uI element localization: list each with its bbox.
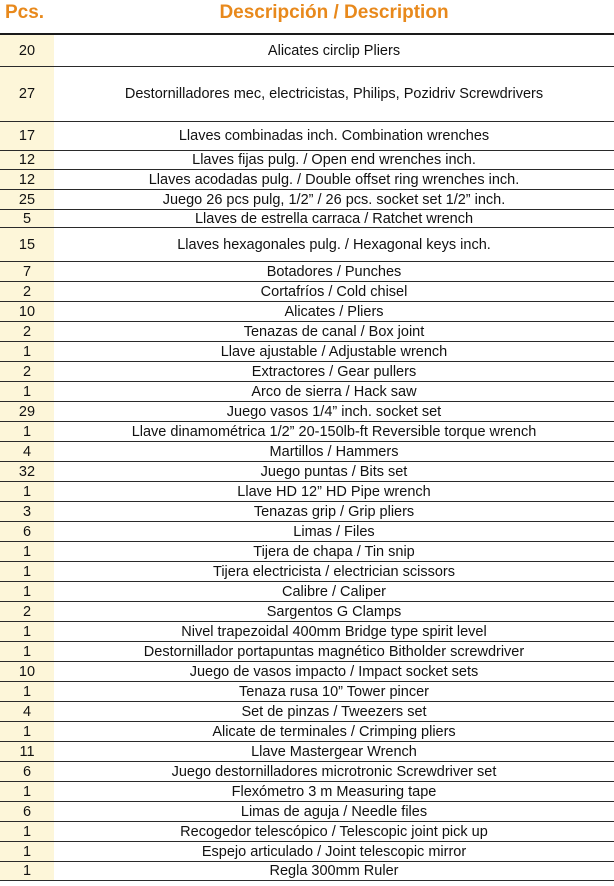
pcs-cell: 5: [0, 210, 54, 227]
pcs-cell: 32: [0, 462, 54, 481]
table-row: [0, 322, 614, 342]
pcs-cell: 7: [0, 262, 54, 281]
description-cell: Nivel trapezoidal 400mm Bridge type spirit level: [181, 623, 487, 640]
description-cell: Llaves acodadas pulg. / Double offset ring wrenches inch.: [148, 171, 520, 188]
pcs-cell: 11: [0, 742, 54, 761]
table-row: [0, 482, 614, 502]
pcs-cell: 27: [0, 67, 54, 121]
table-row: [0, 35, 614, 67]
description-cell: Regla 300mm Ruler: [269, 863, 399, 879]
pcs-cell: 1: [0, 382, 54, 401]
table-row: [0, 822, 614, 842]
table-row: [0, 742, 614, 762]
table-row: [0, 342, 614, 362]
description-cell: Llave ajustable / Adjustable wrench: [220, 343, 448, 360]
pcs-cell: 1: [0, 342, 54, 361]
table-row: [0, 662, 614, 682]
description-cell: Tenazas de canal / Box joint: [243, 323, 425, 340]
description-cell: Alicates circlip Pliers: [267, 42, 401, 59]
table-row: [0, 422, 614, 442]
pcs-cell: 1: [0, 782, 54, 801]
pcs-cell: 6: [0, 522, 54, 541]
table-row: [0, 562, 614, 582]
table-row: [0, 302, 614, 322]
pcs-cell: 12: [0, 151, 54, 169]
pcs-cell: 1: [0, 822, 54, 841]
table-row: [0, 722, 614, 742]
description-cell: Llave HD 12” HD Pipe wrench: [237, 483, 431, 500]
description-cell: Botadores / Punches: [266, 263, 402, 280]
pcs-cell: 1: [0, 482, 54, 501]
description-cell: Espejo articulado / Joint telescopic mirror: [201, 843, 467, 860]
pcs-cell: 4: [0, 702, 54, 721]
pcs-cell: 1: [0, 542, 54, 561]
table-row: [0, 542, 614, 562]
description-cell: Juego 26 pcs pulg, 1/2” / 26 pcs. socket set 1/2” inch.: [162, 191, 506, 208]
pcs-cell: 2: [0, 282, 54, 301]
table-row: [0, 442, 614, 462]
pcs-cell: 12: [0, 170, 54, 189]
description-cell: Destornillador portapuntas magnético Bitholder screwdriver: [143, 643, 525, 660]
table-row: [0, 602, 614, 622]
table-row: [0, 228, 614, 262]
pcs-cell: 1: [0, 622, 54, 641]
description-cell: Arco de sierra / Hack saw: [251, 383, 417, 400]
description-cell: Llave Mastergear Wrench: [251, 743, 417, 760]
description-cell: Set de pinzas / Tweezers set: [241, 703, 427, 720]
description-cell: Tijera electricista / electrician scissors: [213, 563, 455, 580]
table-row: [0, 522, 614, 542]
description-cell: Limas de aguja / Needle files: [240, 803, 428, 820]
table-row: [0, 802, 614, 822]
pcs-cell: 2: [0, 322, 54, 341]
table-row: [0, 502, 614, 522]
header-description: Descripción / Description: [219, 2, 449, 23]
table-row: [0, 702, 614, 722]
pcs-cell: 1: [0, 422, 54, 441]
pcs-cell: 10: [0, 302, 54, 321]
table-row: [0, 462, 614, 482]
description-cell: Flexómetro 3 m Measuring tape: [231, 783, 437, 800]
parts-table: [0, 33, 614, 881]
pcs-cell: 1: [0, 582, 54, 601]
description-cell: Cortafríos / Cold chisel: [260, 283, 408, 300]
description-cell: Llaves combinadas inch. Combination wrenches: [178, 128, 490, 144]
pcs-cell: 15: [0, 228, 54, 261]
pcs-cell: 1: [0, 642, 54, 661]
table-row: [0, 842, 614, 862]
table-row: [0, 382, 614, 402]
table-row: [0, 262, 614, 282]
description-cell: Alicates / Pliers: [284, 303, 384, 320]
table-header: [0, 0, 614, 33]
table-row: [0, 762, 614, 782]
description-cell: Limas / Files: [293, 523, 375, 540]
pcs-cell: 20: [0, 35, 54, 66]
table-row: [0, 190, 614, 210]
pcs-cell: 1: [0, 842, 54, 861]
pcs-cell: 1: [0, 722, 54, 741]
table-row: [0, 282, 614, 302]
description-cell: Destornilladores mec, electricistas, Philips, Pozidriv Screwdrivers: [124, 86, 544, 102]
description-cell: Llaves de estrella carraca / Ratchet wrench: [194, 210, 474, 227]
pcs-cell: 17: [0, 122, 54, 150]
pcs-cell: 10: [0, 662, 54, 681]
description-cell: Llave dinamométrica 1/2” 20-150lb-ft Reversible torque wrench: [131, 423, 537, 440]
table-row: [0, 170, 614, 190]
description-cell: Tijera de chapa / Tin snip: [253, 543, 415, 560]
table-row: [0, 862, 614, 881]
table-row: [0, 402, 614, 422]
description-cell: Llaves hexagonales pulg. / Hexagonal keys inch.: [177, 236, 491, 253]
description-cell: Recogedor telescópico / Telescopic joint pick up: [180, 823, 488, 840]
pcs-cell: 4: [0, 442, 54, 461]
pcs-cell: 1: [0, 862, 54, 880]
table-row: [0, 642, 614, 662]
description-cell: Calibre / Caliper: [282, 583, 386, 600]
pcs-cell: 29: [0, 402, 54, 421]
pcs-cell: 25: [0, 190, 54, 209]
description-cell: Martillos / Hammers: [269, 443, 399, 460]
pcs-cell: 1: [0, 562, 54, 581]
pcs-cell: 1: [0, 682, 54, 701]
table-row: [0, 622, 614, 642]
table-row: [0, 782, 614, 802]
table-row: [0, 151, 614, 170]
description-cell: Extractores / Gear pullers: [251, 363, 417, 380]
description-cell: Juego puntas / Bits set: [260, 463, 408, 480]
header-pcs: Pcs.: [5, 2, 45, 23]
description-cell: Tenaza rusa 10” Tower pincer: [239, 683, 429, 700]
pcs-cell: 2: [0, 602, 54, 621]
description-cell: Sargentos G Clamps: [266, 603, 402, 620]
description-cell: Alicate de terminales / Crimping pliers: [212, 723, 456, 740]
pcs-cell: 6: [0, 802, 54, 821]
pcs-cell: 2: [0, 362, 54, 381]
table-row: [0, 362, 614, 382]
table-row: [0, 682, 614, 702]
description-cell: Tenazas grip / Grip pliers: [253, 503, 415, 520]
description-cell: Juego destornilladores microtronic Screwdriver set: [171, 763, 497, 780]
table-row: [0, 67, 614, 122]
table-row: [0, 582, 614, 602]
description-cell: Juego vasos 1/4” inch. socket set: [226, 403, 442, 420]
table-row: [0, 210, 614, 228]
pcs-cell: 6: [0, 762, 54, 781]
pcs-cell: 3: [0, 502, 54, 521]
description-cell: Llaves fijas pulg. / Open end wrenches inch.: [192, 152, 476, 168]
table-row: [0, 122, 614, 151]
description-cell: Juego de vasos impacto / Impact socket sets: [189, 663, 479, 680]
